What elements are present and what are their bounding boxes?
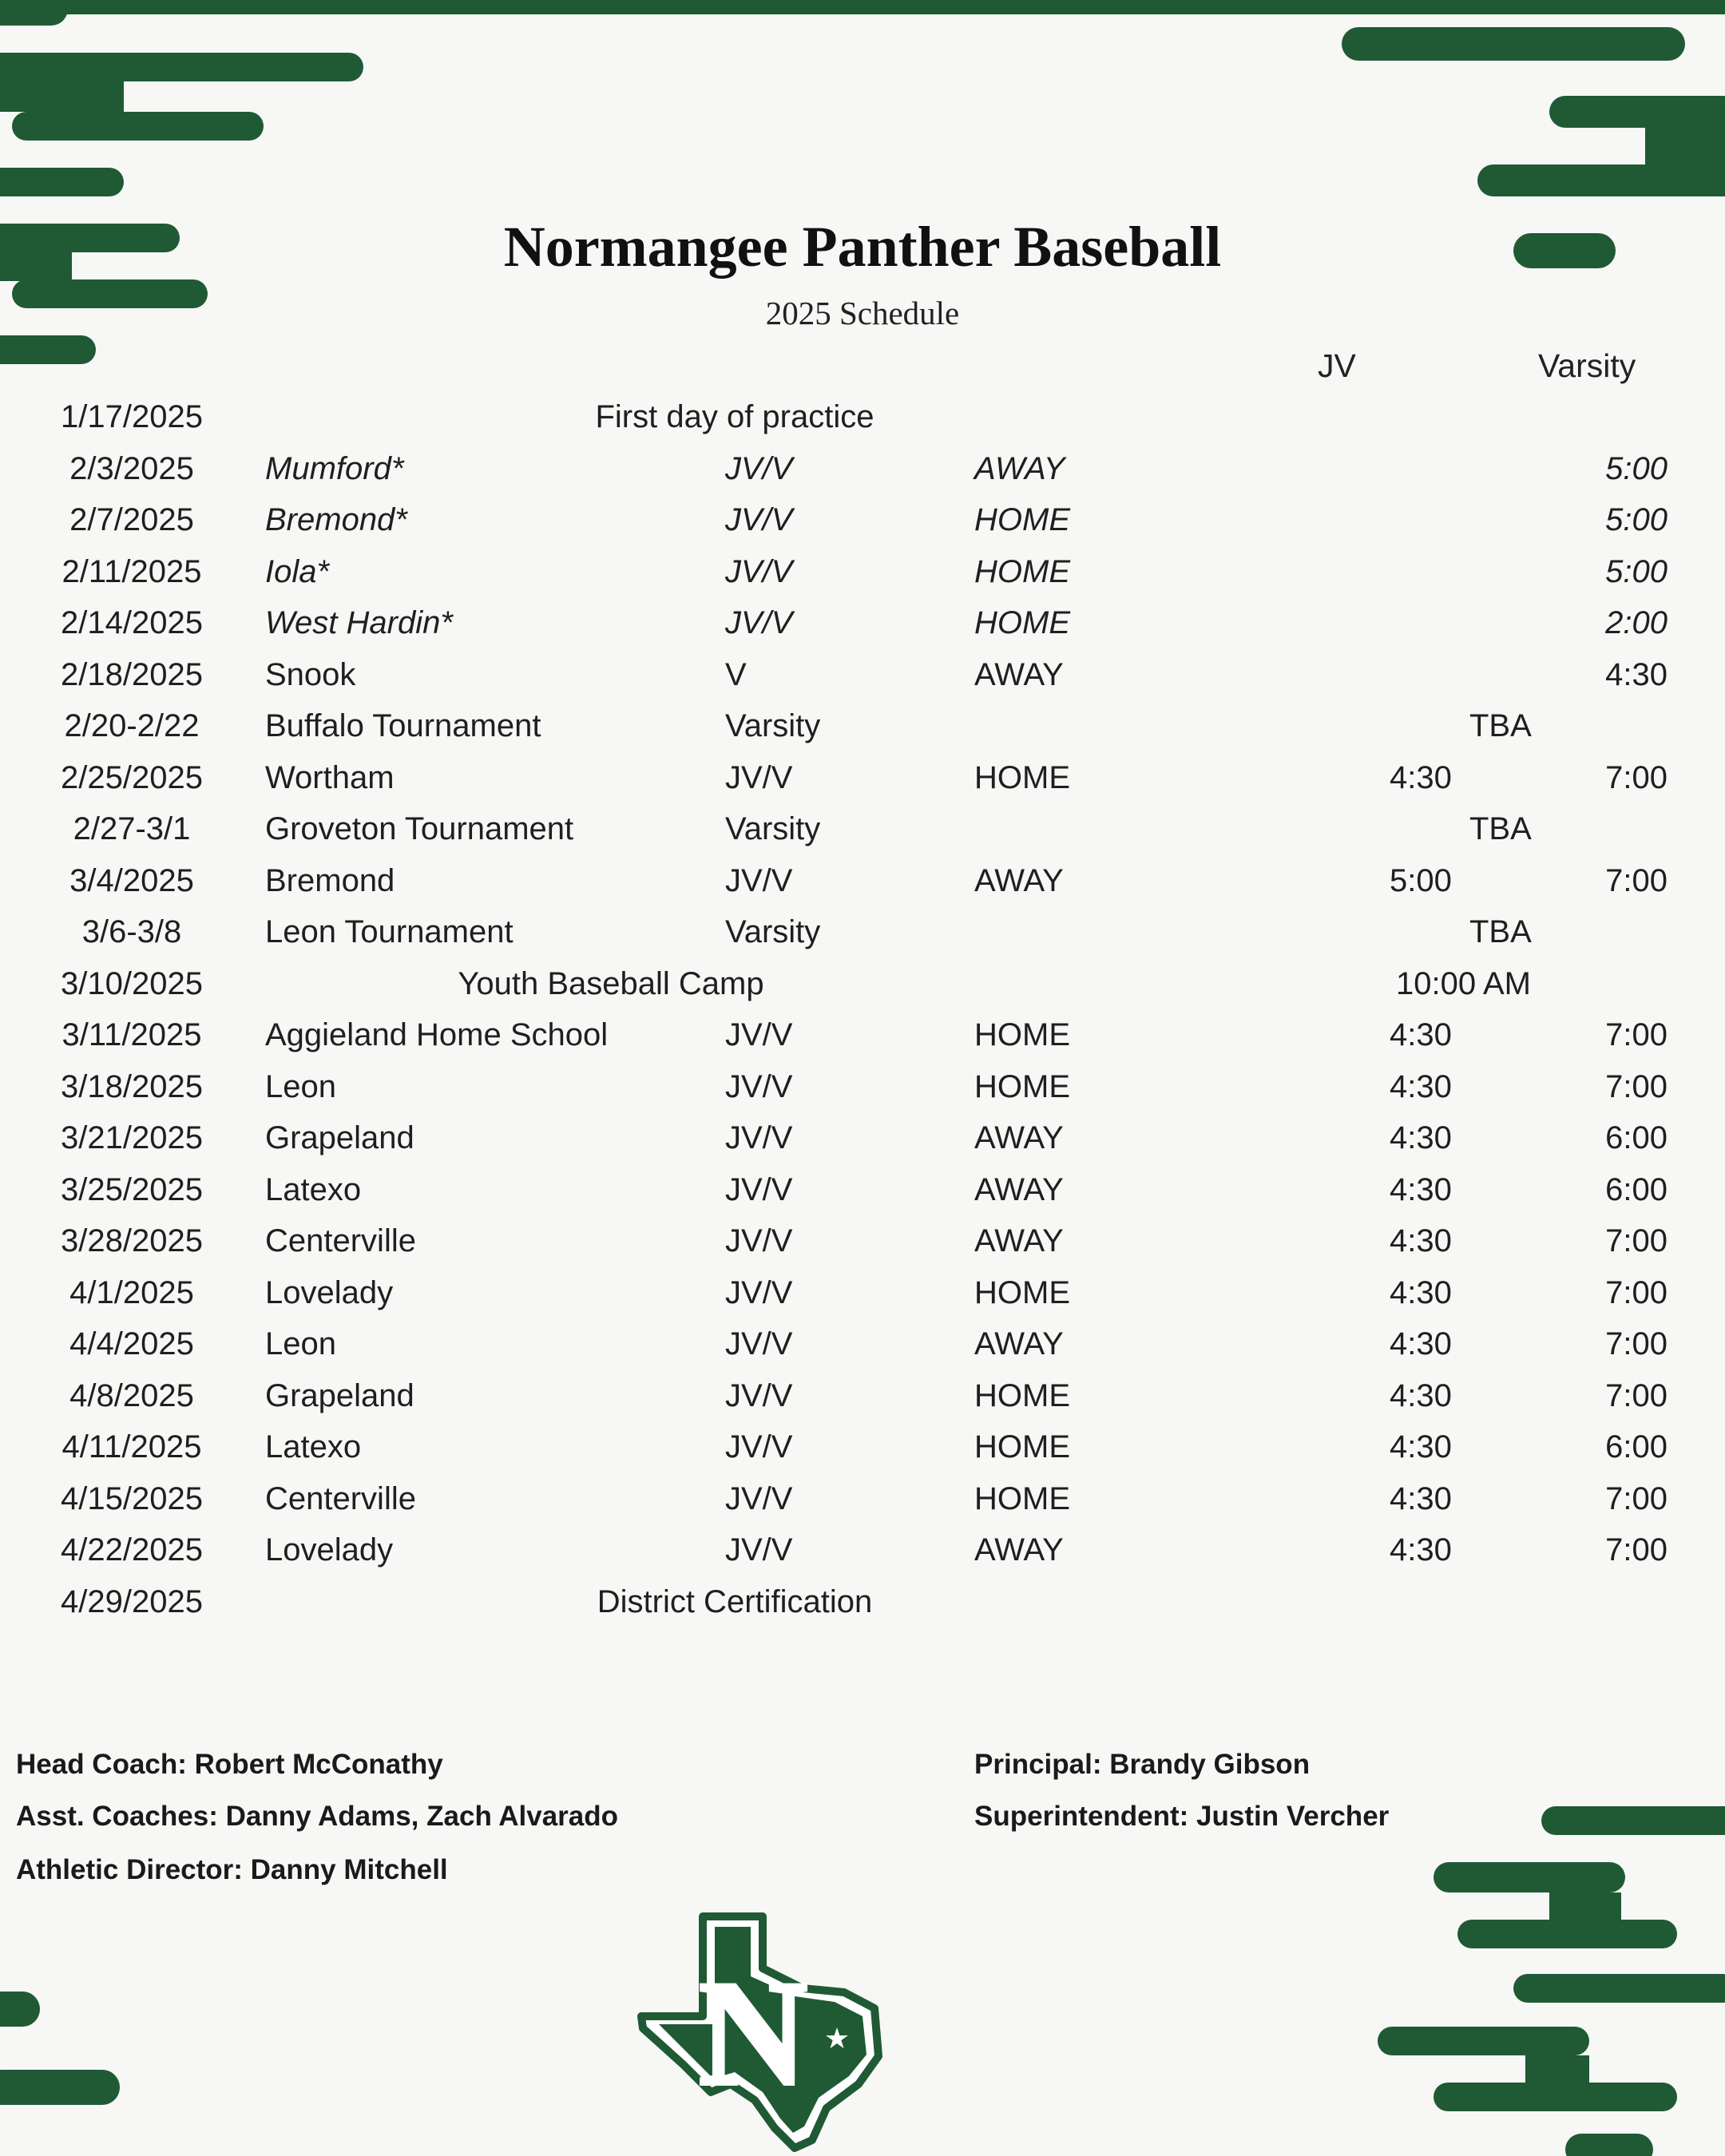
game-date: 3/6-3/8 [81,914,182,949]
game-date: 2/7/2025 [69,502,194,537]
game-time-tba: TBA [1469,708,1532,743]
game-location: HOME [974,759,1070,795]
game-opponent: Lovelady [265,1274,394,1310]
game-opponent: Latexo [265,1171,362,1207]
logo-letter: N [698,1950,808,2118]
game-varsity-time: 7:00 [1605,1274,1668,1310]
game-row [0,1532,1725,1583]
game-date: 4/1/2025 [69,1274,194,1310]
game-varsity-time: 7:00 [1605,862,1668,898]
game-level: Varsity [725,811,821,846]
game-date: 4/11/2025 [61,1429,202,1464]
game-level: Varsity [725,708,821,743]
game-jv-time: 4:30 [1390,1480,1452,1516]
game-location: HOME [974,605,1070,640]
game-date: 3/4/2025 [69,862,194,898]
game-opponent: Buffalo Tournament [265,708,541,743]
game-varsity-time: 5:00 [1605,502,1668,537]
game-location: AWAY [974,1223,1064,1258]
game-jv-time: 4:30 [1390,1120,1452,1155]
game-row [0,1069,1725,1120]
page-subtitle: 2025 Schedule [765,295,960,331]
game-jv-time: 5:00 [1390,862,1452,898]
game-date: 2/27-3/1 [73,811,191,846]
event-date: 3/10/2025 [61,965,203,1001]
game-time-tba: TBA [1469,914,1532,949]
game-row [0,1120,1725,1171]
column-header-varsity: Varsity [1538,347,1636,384]
game-varsity-time: 7:00 [1605,1532,1668,1567]
game-varsity-time: 7:00 [1605,1480,1668,1516]
game-opponent: Centerville [265,1223,416,1258]
game-row [0,914,1725,965]
game-level: Varsity [725,914,821,949]
game-varsity-time: 6:00 [1605,1171,1668,1207]
event-date: 1/17/2025 [61,399,203,434]
game-location: AWAY [974,1120,1064,1155]
game-level: JV/V [725,1532,793,1567]
game-row [0,451,1725,502]
game-date: 3/25/2025 [61,1171,203,1207]
event-time: 10:00 AM [1396,965,1532,1001]
game-varsity-time: 5:00 [1605,450,1668,486]
game-jv-time: 4:30 [1390,759,1452,795]
event-name: District Certification [597,1583,873,1619]
panther-texas-logo [635,1912,890,2152]
game-row [0,863,1725,914]
game-date: 3/21/2025 [61,1120,203,1155]
game-row [0,502,1725,553]
game-varsity-time: 5:00 [1605,553,1668,589]
game-jv-time: 4:30 [1390,1274,1452,1310]
game-date: 3/11/2025 [61,1017,202,1052]
game-opponent: Bremond* [265,502,407,537]
game-location: HOME [974,502,1070,537]
game-row [0,1481,1725,1532]
top-border [0,0,1725,14]
game-location: AWAY [974,656,1064,692]
game-opponent: Wortham [265,759,395,795]
game-date: 4/8/2025 [69,1377,194,1413]
game-opponent: Leon Tournament [265,914,514,949]
game-varsity-time: 6:00 [1605,1120,1668,1155]
game-row [0,1326,1725,1377]
game-date: 2/25/2025 [61,759,203,795]
game-varsity-time: 7:00 [1605,1068,1668,1104]
game-location: AWAY [974,1171,1064,1207]
event-row [0,966,1725,1017]
event-date: 4/29/2025 [61,1583,203,1619]
game-jv-time: 4:30 [1390,1429,1452,1464]
game-opponent: Latexo [265,1429,362,1464]
game-jv-time: 4:30 [1390,1171,1452,1207]
game-varsity-time: 7:00 [1605,1326,1668,1361]
game-level: JV/V [725,1171,793,1207]
game-opponent: Bremond [265,862,395,898]
game-date: 2/3/2025 [69,450,194,486]
athletic-director: Athletic Director: Danny Mitchell [16,1854,448,1885]
head-coach: Head Coach: Robert McConathy [16,1749,443,1780]
game-row [0,1378,1725,1429]
game-location: AWAY [974,862,1064,898]
game-level: V [725,656,747,692]
game-level: JV/V [725,502,793,537]
game-jv-time: 4:30 [1390,1532,1452,1567]
game-row [0,1429,1725,1480]
event-name: Youth Baseball Camp [458,965,764,1001]
game-row [0,554,1725,605]
game-row [0,708,1725,759]
game-level: JV/V [725,1326,793,1361]
game-level: JV/V [725,1120,793,1155]
game-location: HOME [974,1017,1070,1052]
game-level: JV/V [725,605,793,640]
game-location: HOME [974,553,1070,589]
game-level: JV/V [725,1429,793,1464]
game-jv-time: 4:30 [1390,1377,1452,1413]
game-opponent: Grapeland [265,1120,414,1155]
game-level: JV/V [725,759,793,795]
column-header-jv: JV [1318,347,1356,384]
game-location: HOME [974,1274,1070,1310]
game-date: 4/4/2025 [69,1326,194,1361]
game-row [0,605,1725,656]
assistant-coaches: Asst. Coaches: Danny Adams, Zach Alvarado [16,1801,619,1832]
game-opponent: Grapeland [265,1377,414,1413]
game-opponent: Groveton Tournament [265,811,574,846]
game-level: JV/V [725,1480,793,1516]
star-icon: ★ [823,2023,851,2055]
game-location: HOME [974,1429,1070,1464]
game-date: 4/22/2025 [61,1532,203,1567]
game-row [0,1275,1725,1326]
game-opponent: Centerville [265,1480,416,1516]
principal: Principal: Brandy Gibson [974,1749,1311,1780]
game-date: 2/11/2025 [61,553,202,589]
game-row [0,1223,1725,1274]
page-title: Normangee Panther Baseball [503,215,1222,279]
game-date: 3/28/2025 [61,1223,203,1258]
game-jv-time: 4:30 [1390,1223,1452,1258]
game-row [0,811,1725,862]
game-level: JV/V [725,1274,793,1310]
game-date: 3/18/2025 [61,1068,203,1104]
game-opponent: Leon [265,1326,336,1361]
game-row [0,760,1725,811]
game-opponent: Iola* [265,553,330,589]
game-row [0,657,1725,708]
game-level: JV/V [725,553,793,589]
game-jv-time: 4:30 [1390,1068,1452,1104]
game-jv-time: 4:30 [1390,1326,1452,1361]
game-level: JV/V [725,1017,793,1052]
game-location: HOME [974,1480,1070,1516]
game-varsity-time: 4:30 [1605,656,1668,692]
game-level: JV/V [725,862,793,898]
superintendent: Superintendent: Justin Vercher [974,1801,1390,1832]
game-opponent: West Hardin* [265,605,453,640]
game-level: JV/V [725,450,793,486]
game-varsity-time: 7:00 [1605,1223,1668,1258]
game-varsity-time: 2:00 [1605,605,1668,640]
game-opponent: Lovelady [265,1532,394,1567]
event-name: First day of practice [595,399,874,434]
game-row [0,1017,1725,1068]
event-row [0,399,1725,450]
game-date: 2/14/2025 [61,605,203,640]
game-level: JV/V [725,1223,793,1258]
game-level: JV/V [725,1068,793,1104]
game-varsity-time: 7:00 [1605,759,1668,795]
game-opponent: Aggieland Home School [265,1017,609,1052]
game-opponent: Snook [265,656,356,692]
game-varsity-time: 6:00 [1605,1429,1668,1464]
game-location: HOME [974,1068,1070,1104]
game-date: 2/20-2/22 [64,708,200,743]
event-row [0,1584,1725,1635]
game-opponent: Leon [265,1068,336,1104]
game-varsity-time: 7:00 [1605,1017,1668,1052]
game-location: AWAY [974,1532,1064,1567]
game-row [0,1172,1725,1223]
game-varsity-time: 7:00 [1605,1377,1668,1413]
game-location: AWAY [974,450,1065,486]
game-jv-time: 4:30 [1390,1017,1452,1052]
game-date: 2/18/2025 [61,656,203,692]
game-level: JV/V [725,1377,793,1413]
game-date: 4/15/2025 [61,1480,203,1516]
game-location: HOME [974,1377,1070,1413]
game-time-tba: TBA [1469,811,1532,846]
game-opponent: Mumford* [265,450,404,486]
game-location: AWAY [974,1326,1064,1361]
